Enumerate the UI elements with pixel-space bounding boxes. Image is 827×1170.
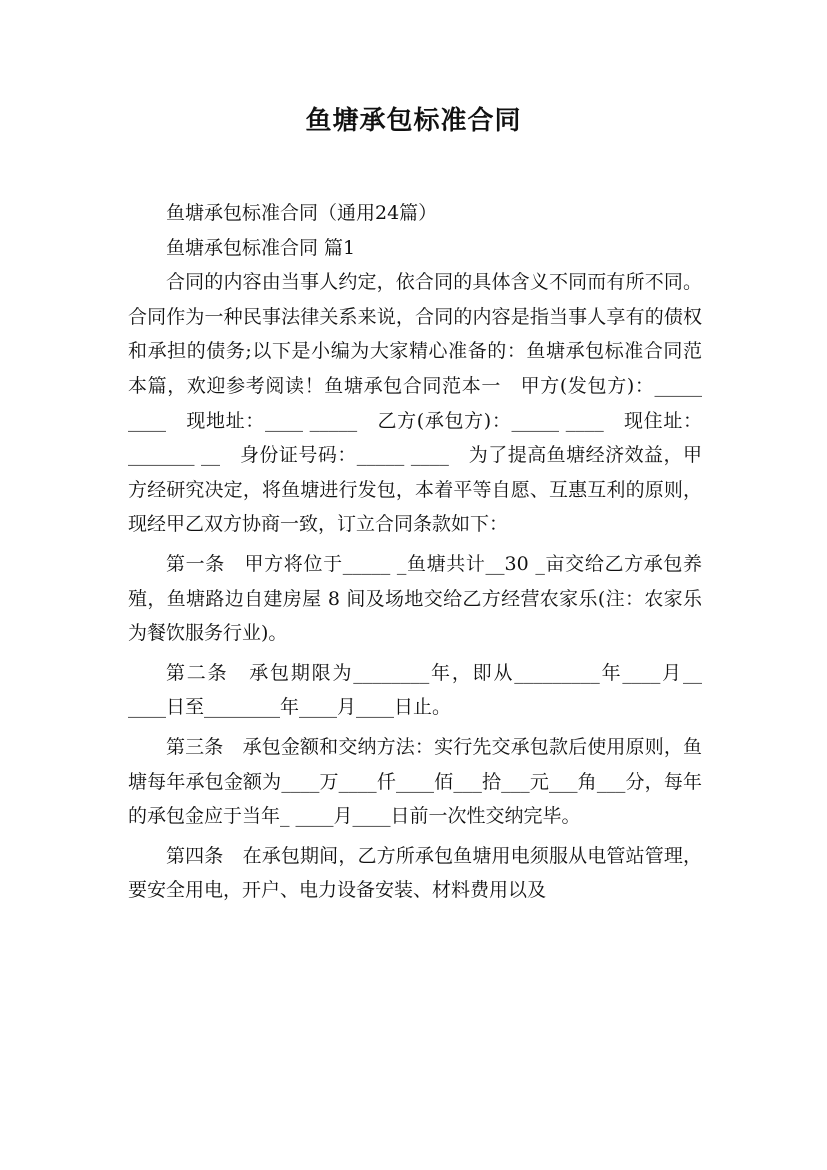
document-body [128, 196, 702, 908]
paragraph-article-2: 第二条 承包期限为________年，即从_________年____月__ ____日至________年____月____日止。 [128, 661, 702, 719]
document-subtitle: 鱼塘承包标准合同（通用24篇） [166, 202, 438, 224]
document-title: 鱼塘承包标准合同 [305, 106, 522, 136]
paragraph-article-1: 第一条 甲方将位于_____ _鱼塘共计__30 _亩交给乙方承包养殖，鱼塘路边自建房屋 8 间及场地交给乙方经营农家乐(注：农家乐为餐饮服务行业)。 [128, 552, 702, 645]
section-heading: 鱼塘承包标准合同 篇1 [166, 236, 356, 259]
paragraph-intro: 合同的内容由当事人约定，依合同的具体含义不同而有所不同。合同作为一种民事法律关系来说，合同的内容是指当事人享有的债权和承担的债务;以下是小编为大家精心准备的：鱼塘承包标准合同范本篇，欢迎参考阅读！鱼塘承包合同范本一 甲方(发包方)：_____ ____ 现地址：____ _____ 乙方(承包方)：_____ ____ 现住址：_______ __ 身份证号码：_____ ____ 为了提高鱼塘经济效益，甲方经研究决定，将鱼塘进行发包，本着平等自愿、互惠互利的原则，现经甲乙双方协商一致，订立合同条款如下： [128, 271, 702, 536]
paragraph-article-3: 第三条 承包金额和交纳方法：实行先交承包款后使用原则，鱼塘每年承包金额为____万____仟____佰___拾___元___角___分，每年的承包金应于当年_ ____月____日前一次性交纳完毕。 [128, 735, 702, 828]
paragraph-article-4: 第四条 在承包期间，乙方所承包鱼塘用电须服从电管站管理，要安全用电，开户、电力设备安装、材料费用以及 [128, 844, 702, 902]
